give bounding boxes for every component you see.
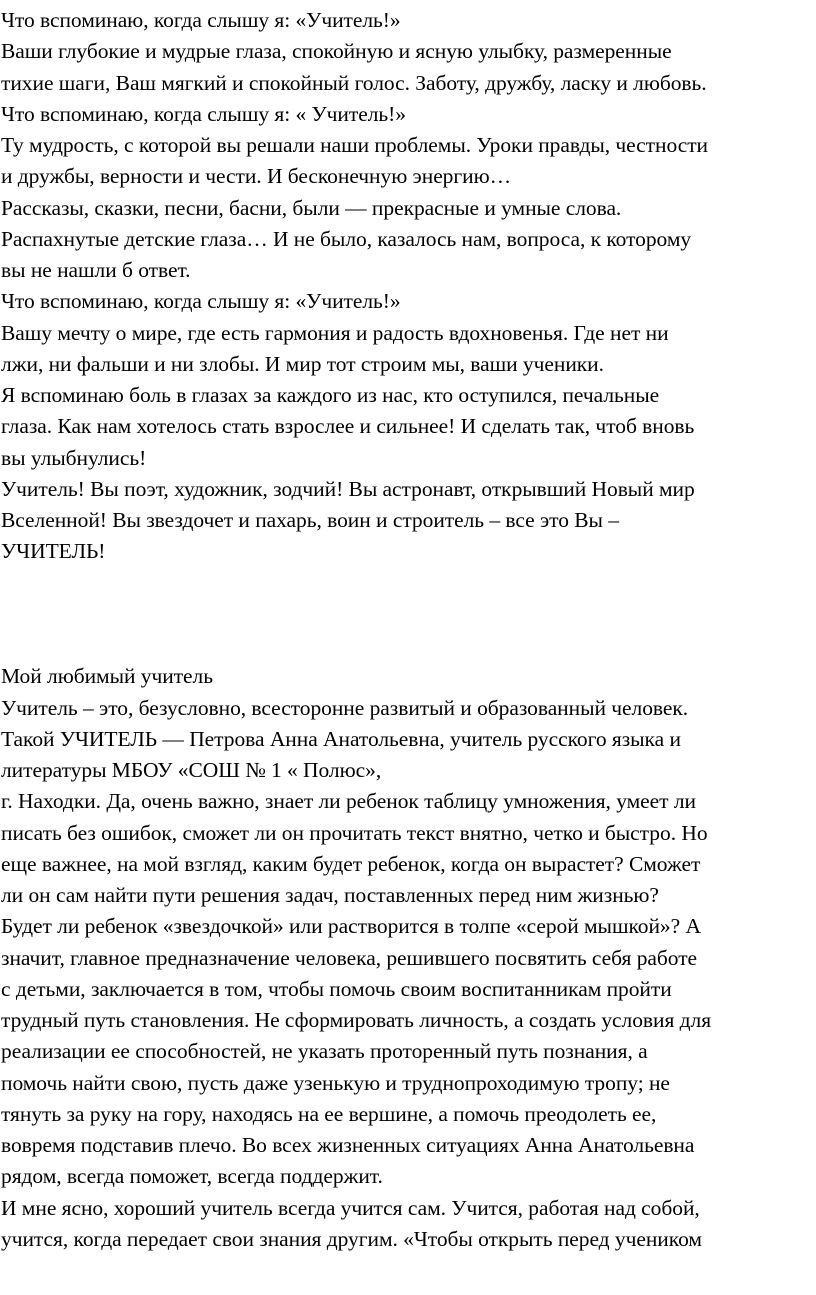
essay-title: Мой любимый учитель (1, 664, 213, 689)
poem-paragraph-dream: Вашу мечту о мире, где есть гармония и радость вдохновенья. Где нет ни лжи, ни фальши и ни злобы. И мир тот строим мы, ваши ученики. (1, 320, 669, 376)
poem-paragraph-stories: Рассказы, сказки, песни, басни, были — прекрасные и умные слова. (1, 195, 622, 220)
poem-paragraph-children-eyes: Распахнутые детские глаза… И не было, казалось нам, вопроса, к которому вы не нашли б ответ. (1, 226, 692, 282)
section-spacer (1, 568, 816, 662)
essay-paragraph-main: г. Находки. Да, очень важно, знает ли ребенок таблицу умножения, умеет ли писать без ошибок, сможет ли он прочитать текст внятно, четко и быстро. Но еще важнее, на мой взгляд, каким будет ребенок, когда он вырастет? Сможет ли он сам найти пути решения задач, поставленных перед ним жизнью? Будет ли ребенок «звездочкой» или растворится в толпе «серой мышкой»? А значит, главное предназначение человека, решившего посвятить себя работе с детьми, заключается в том, чтобы помочь своим воспитанникам пройти трудный путь становления. Не сформировать личность, а создать условия для реализации ее способностей, не указать проторенный путь познания, а помочь найти свою, пусть даже узенькую и труднопроходимую тропу; не тянуть за руку на гору, находясь на ее вершине, а помочь преодолеть ее, вовремя подставив плечо. Во всех жизненных ситуациях Анна Анатольевна рядом, всегда поможет, всегда поддержит. (1, 789, 712, 1189)
poem-paragraph-eyes: Ваши глубокие и мудрые глаза, спокойную и ясную улыбку, размеренные тихие шаги, Ваш мягкий и спокойный голос. Заботу, дружбу, ласку и любовь. (1, 39, 707, 95)
poem-line-refrain-3: Что вспоминаю, когда слышу я: «Учитель!» (1, 289, 401, 314)
poem-line-refrain-1: Что вспоминаю, когда слышу я: «Учитель!» (1, 8, 401, 32)
essay-paragraph-intro: Учитель – это, безусловно, всесторонне развитый и образованный человек. (1, 695, 689, 720)
poem-paragraph-wisdom: Ту мудрость, с которой вы решали наши проблемы. Уроки правды, честности и дружбы, верности и чести. И бесконечную энергию… (1, 133, 708, 189)
poem-paragraph-pain: Я вспоминаю боль в глазах за каждого из нас, кто оступился, печальные глаза. Как нам хотелось стать взрослее и сильнее! И сделать так, чтоб вновь вы улыбнулись! (1, 383, 695, 470)
essay-paragraph-teacher-name: Такой УЧИТЕЛЬ — Петрова Анна Анатольевна, учитель русского языка и литературы МБОУ «СОШ № 1 « Полюс», (1, 726, 681, 782)
poem-line-refrain-2: Что вспоминаю, когда слышу я: « Учитель!» (1, 101, 406, 126)
essay-paragraph-learning: И мне ясно, хороший учитель всегда учится сам. Учится, работая над собой, учится, когда передает свои знания другим. «Чтобы открыть перед учеником (1, 1195, 702, 1251)
poem-paragraph-teacher: Учитель! Вы поэт, художник, зодчий! Вы астронавт, открывший Новый мир Вселенной! Вы звездочет и пахарь, воин и строитель – все это Вы – УЧИТЕЛЬ! (1, 476, 695, 564)
